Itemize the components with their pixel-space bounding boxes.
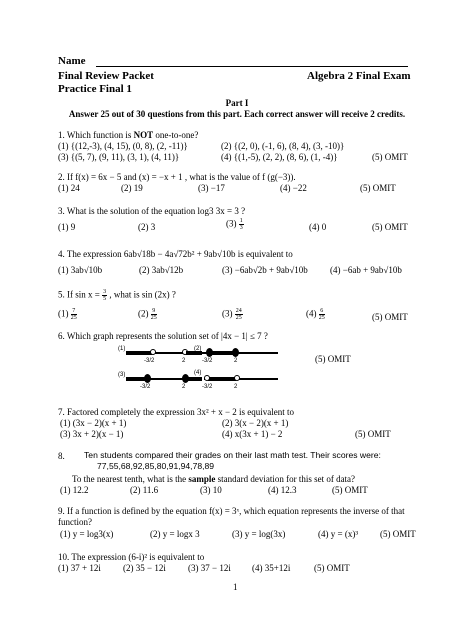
- question-8-option-2: (2) 11.6: [130, 485, 159, 495]
- question-7-option-2: (2) 3(x − 2)(x + 1): [222, 418, 289, 428]
- question-1-option-3: (3) {(5, 7), (9, 11), (3, 1), (4, 11)}: [58, 152, 180, 162]
- question-9-option-5: (5) OMIT: [380, 529, 416, 539]
- question-3-option-2: (2) 3: [138, 222, 156, 232]
- question-8-option-1: (1) 12.2: [60, 485, 89, 495]
- question-2-stem: 2. If f(x) = 6x − 5 and (x) = −x + 1 , what is the value of f (g(−3)).: [58, 172, 296, 182]
- question-10-option-5: (5) OMIT: [314, 563, 350, 573]
- question-6-graph-4: (4) -3/2 2: [194, 368, 284, 394]
- question-8-option-3: (3) 10: [200, 485, 222, 495]
- fraction: $\frac{7}{25}$: [70, 308, 77, 321]
- fraction: $\frac{3}{5}$: [103, 289, 107, 302]
- question-7-option-5: (5) OMIT: [355, 429, 391, 439]
- closed-dot-icon: [232, 348, 239, 357]
- question-8-stem: Ten students compared their grades on their last math test. Their scores were:: [84, 450, 381, 460]
- question-6-option-5: (5) OMIT: [315, 354, 351, 364]
- question-8-scores: 77,55,68,92,85,80,91,94,78,89: [97, 461, 215, 471]
- fraction: $\frac{1}{3}$: [239, 218, 243, 231]
- fraction: $\frac{24}{25}$: [235, 308, 242, 321]
- question-3-option-4: (4) 0: [309, 222, 327, 232]
- question-4-option-1: (1) 3ab√10b: [58, 265, 103, 275]
- question-1-stem: 1. Which function is NOT one-to-one?: [58, 130, 199, 140]
- question-9-stem-cont: function?: [58, 517, 92, 527]
- question-10-stem: 10. The expression (6-i)² is equivalent to: [58, 552, 205, 562]
- question-6-graph-1: (1) -3/2 2: [118, 344, 208, 368]
- part-instructions: Answer 25 out of 30 questions from this part. Each correct answer will receive 2 credits.: [68, 109, 406, 119]
- question-4-option-2: (2) 3ab√12b: [139, 265, 184, 275]
- question-9-option-4: (4) y = (x)³: [318, 529, 359, 539]
- question-10-option-3: (3) 37 − 12i: [188, 563, 231, 573]
- closed-dot-icon: [144, 374, 151, 383]
- question-7-stem: 7. Factored completely the expression 3x² + x − 2 is equivalent to: [58, 407, 295, 417]
- part-title: Part I: [225, 98, 249, 108]
- question-1-option-2: (2) {(2, 0), (-1, 6), (8, 4), (3, -10)}: [221, 141, 345, 151]
- question-3-option-1: (1) 9: [58, 222, 76, 232]
- question-9-option-3: (3) y = log(3x): [232, 529, 286, 539]
- question-3-option-5: (5) OMIT: [372, 222, 408, 232]
- question-5-stem: 5. If sin x = $\frac{3}{5}$ , what is sin (2x) ?: [58, 289, 176, 302]
- question-8-option-4: (4) 12.3: [268, 485, 297, 495]
- question-9-option-2: (2) y = logx 3: [150, 529, 200, 539]
- open-dot-icon: [234, 375, 240, 381]
- question-5-option-3: (3) $\frac{24}{25}$: [222, 308, 242, 321]
- question-10-option-2: (2) 35 − 12i: [123, 563, 166, 573]
- question-3-stem: 3. What is the solution of the equation log3 3x = 3 ?: [58, 206, 246, 216]
- question-9-stem: 9. If a function is defined by the equation f(x) = 3ˣ, which equation represents the inverse of that: [58, 506, 405, 516]
- page-number: 1: [233, 582, 238, 592]
- question-5-option-2: (2) $\frac{9}{25}$: [138, 308, 157, 321]
- question-8-option-5: (5) OMIT: [332, 485, 368, 495]
- question-10-option-1: (1) 37 + 12i: [58, 563, 101, 573]
- question-8-number: 8.: [58, 451, 65, 461]
- question-2-option-1: (1) 24: [58, 183, 80, 193]
- question-2-option-3: (3) −17: [198, 183, 225, 193]
- question-4-option-4: (4) −6ab + 9ab√10b: [330, 265, 402, 275]
- name-underline: [96, 66, 408, 67]
- packet-title: Final Review Packet: [58, 70, 154, 82]
- question-4-stem: 4. The expression 6ab√18b − 4a√72b² + 9ab√10b is equivalent to: [58, 249, 293, 259]
- question-5-option-1: (1) $\frac{7}{25}$: [58, 308, 77, 321]
- practice-title: Practice Final 1: [58, 83, 132, 95]
- fraction: $\frac{6}{25}$: [318, 308, 325, 321]
- question-3-option-3: (3) $\frac{1}{3}$: [226, 218, 243, 231]
- question-9-option-1: (1) y = log3(x): [60, 529, 114, 539]
- question-8-ask: To the nearest tenth, what is the sample standard deviation for this set of data?: [72, 474, 356, 484]
- question-2-option-4: (4) −22: [280, 183, 307, 193]
- question-1-option-5: (5) OMIT: [372, 152, 408, 162]
- open-dot-icon: [204, 375, 210, 381]
- question-2-option-5: (5) OMIT: [360, 183, 396, 193]
- question-4-option-3: (3) −6ab√2b + 9ab√10b: [222, 265, 308, 275]
- closed-dot-icon: [206, 348, 213, 357]
- question-7-option-3: (3) 3x + 2)(x − 1): [60, 429, 124, 439]
- question-1-option-4: (4) {(1,-5), (2, 2), (8, 6), (1, -4)}: [221, 152, 338, 162]
- question-6-stem: 6. Which graph represents the solution set of |4x − 1| ≤ 7 ?: [58, 331, 268, 341]
- question-6-graph-3: (3) -3/2 2: [118, 370, 208, 394]
- question-10-option-4: (4) 35+12i: [252, 563, 291, 573]
- question-5-option-5: (5) OMIT: [372, 312, 408, 322]
- question-7-option-4: (4) x(3x + 1) − 2: [222, 429, 283, 439]
- fraction: $\frac{9}{25}$: [150, 308, 157, 321]
- name-label: Name: [58, 55, 86, 67]
- question-2-option-2: (2) 19: [121, 183, 143, 193]
- question-7-option-1: (1) (3x − 2)(x + 1): [60, 418, 127, 428]
- exam-title: Algebra 2 Final Exam: [307, 70, 411, 82]
- question-6-graph-2: (2) -3/2 2: [194, 344, 284, 368]
- open-dot-icon: [150, 349, 156, 355]
- question-1-option-1: (1) {(12,-3), (4, 15), (0, 8), (2, -11)}: [58, 141, 188, 151]
- question-5-option-4: (4) $\frac{6}{25}$: [306, 308, 325, 321]
